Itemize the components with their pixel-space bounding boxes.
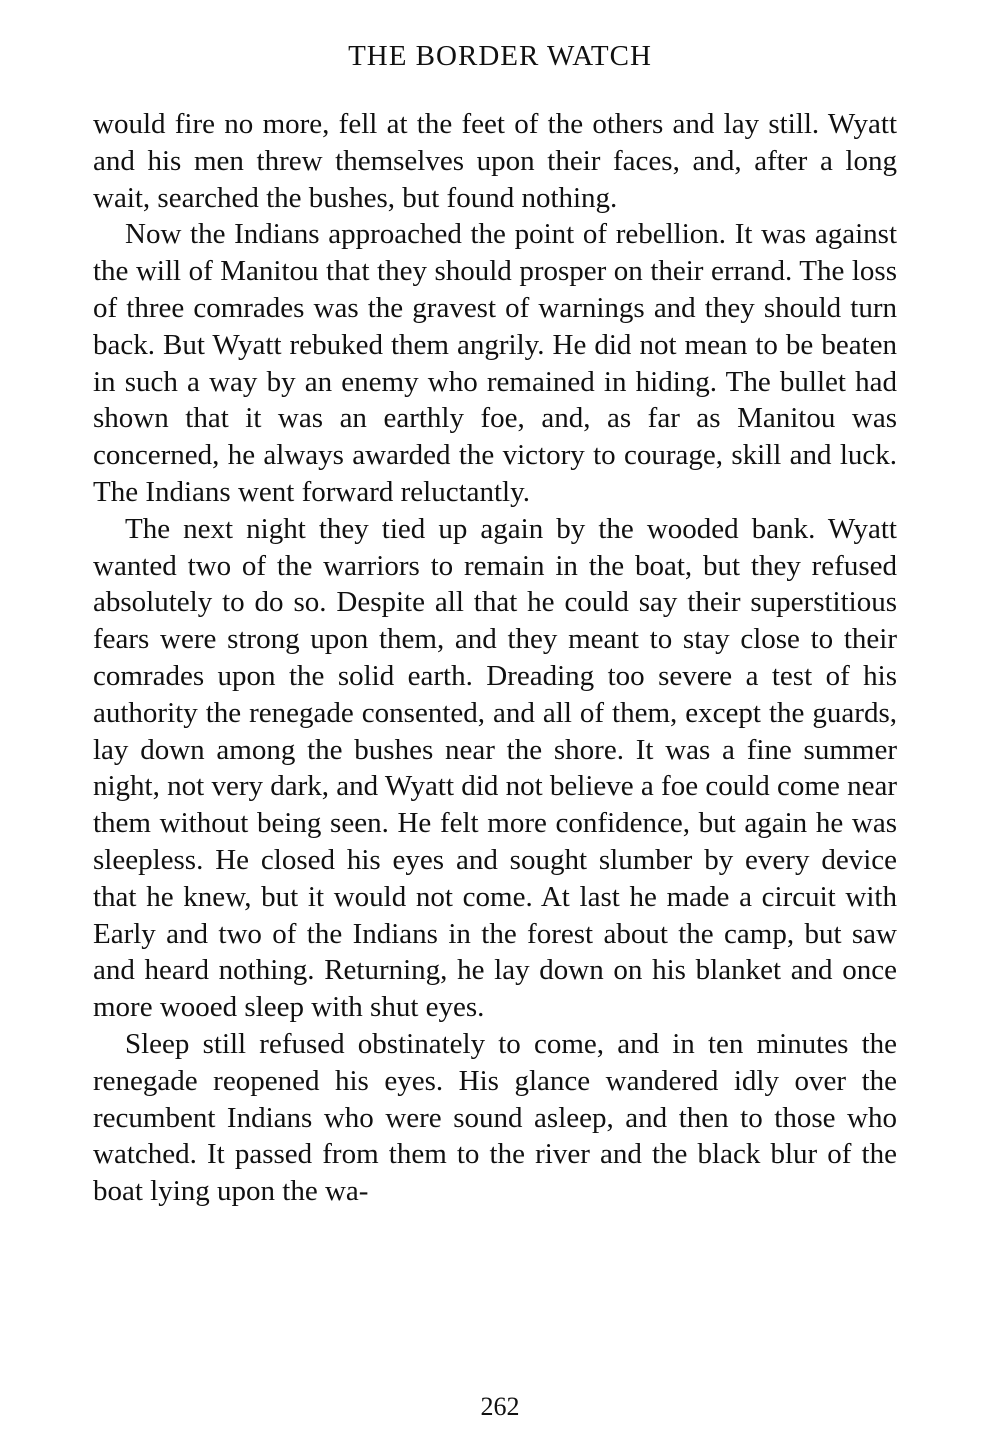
page-number: 262: [480, 1392, 520, 1421]
paragraph-continued: would fire no more, fell at the feet of the others and lay still. Wyatt and his men threw themselves upon their faces, and, after a long wait, searched the bushes, but found nothing.: [93, 108, 897, 214]
paragraph-sleep-refused: Sleep still refused obstinately to come, and in ten minutes the renegade reopened his eyes. His glance wandered idly over the recumbent Indians who were sound asleep, and then to those who watched. It passed from them to the river and the black blur of the boat lying upon the wa-: [93, 1027, 897, 1208]
running-title: THE BORDER WATCH: [348, 40, 652, 72]
paragraph-next-night: The next night they tied up again by the wooded bank. Wyatt wanted two of the warriors to remain in the boat, but they refused absolutely to do so. Despite all that he could say their superstitious fears were strong upon them, and they meant to stay close to their comrades upon the solid earth. Dreading too severe a test of his authority the renegade consented, and all of them, except the guards, lay down among the bushes near the shore. It was a fine summer night, not very dark, and Wyatt did not believe a foe could come near them without being seen. He felt more confidence, but again he was sleepless. He closed his eyes and sought slumber by every device that he knew, but it would not come. At last he made a circuit with Early and two of the Indians in the forest about the camp, but saw and heard nothing. Returning, he lay down on his blanket and once more wooed sleep with shut eyes.: [93, 512, 897, 1024]
paragraph-indians-rebellion: Now the Indians approached the point of rebellion. It was against the will of Manitou that they should prosper on their errand. The loss of three comrades was the gravest of warnings and they should turn back. But Wyatt rebuked them angrily. He did not mean to be beaten in such a way by an enemy who remained in hiding. The bullet had shown that it was an earthly foe, and, as far as Manitou was concerned, he always awarded the victory to courage, skill and luck. The Indians went forward reluctantly.: [93, 218, 897, 508]
body-text: [93, 106, 897, 1210]
